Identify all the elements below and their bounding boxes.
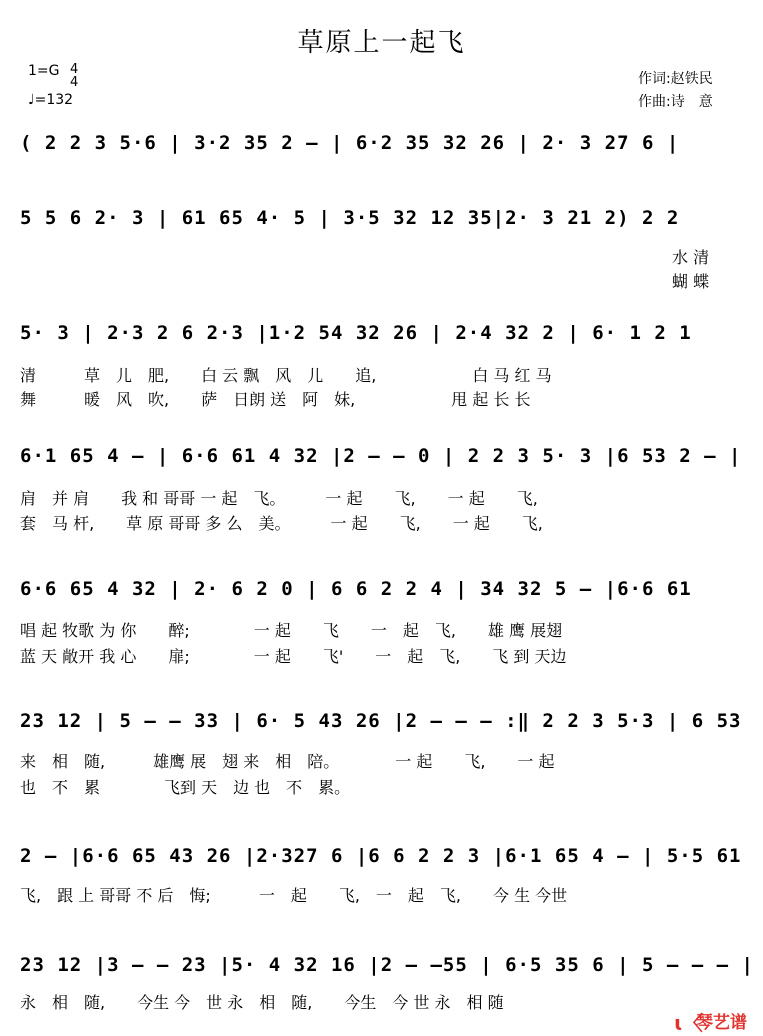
score-row-6	[20, 710, 750, 754]
composer-credit: 作曲:诗 意	[638, 94, 713, 110]
lyrics-row-5-verse-1: 唱 起 牧歌 为 你 醉; 一 起 飞 一 起 飞, 雄 鹰 展翅	[20, 621, 563, 640]
score-row-3	[20, 322, 750, 366]
song-title: 草原上一起飞	[297, 28, 466, 58]
lyrics-row-2-verse-1: 水 清	[672, 248, 710, 267]
score-row-4	[20, 445, 750, 489]
time-bottom: 4	[69, 75, 79, 90]
lyrics-row-4-verse-2: 套 马 杆, 草 原 哥哥 多 么 美。 一 起 飞, 一 起 飞,	[20, 514, 543, 533]
notes-row-1: ( 2 2 3 5·6 | 3·2 35 2 – | 6·2 35 32 26 | 2· 3 27 6 |	[20, 132, 680, 154]
lyrics-row-2-verse-2: 蝴 蝶	[672, 272, 710, 291]
score-row-8	[20, 954, 754, 998]
lyrics-row-8-verse-1: 永 相 随, 今生 今 世 永 相 随, 今生 今 世 永 相 随	[20, 993, 504, 1012]
notes-row-6: 23 12 | 5 – – 33 | 6· 5 43 26 |2 – – – :‖ 2 2 3 5·3 | 6 53	[20, 710, 742, 732]
credits	[638, 68, 713, 114]
lyrics-row-5-verse-2: 蓝 天 敞开 我 心 扉; 一 起 飞' 一 起 飞, 飞 到 天边	[20, 647, 567, 666]
notes-row-8: 23 12 |3 – – 23 |5· 4 32 16 |2 – –55 | 6·5 35 6 | 5 – – – |	[20, 954, 754, 976]
lyrics-row-7-verse-1: 飞, 跟 上 哥哥 不 后 悔; 一 起 飞, 一 起 飞, 今 生 今世	[20, 886, 568, 905]
score-row-1	[20, 132, 750, 176]
key-signature: 1=G	[28, 63, 60, 79]
notes-row-2: 5 5 6 2· 3 | 61 65 4· 5 | 3·5 32 12 35|2· 3 21 2) 2 2	[20, 207, 680, 229]
watermark-text: 琴艺谱	[696, 1013, 747, 1033]
notes-row-4: 6·1 65 4 – | 6·6 61 4 32 |2 – – 0 | 2 2 3 5· 3 |6 53 2 – |	[20, 445, 742, 467]
notes-row-7: 2 – |6·6 65 43 26 |2·327 6 |6 6 2 2 3 |6·1 65 4 – | 5·5 61	[20, 845, 742, 867]
lyrics-row-3-verse-1: 清 草 儿 肥, 白 云 飘 风 儿 追, 白 马 红 马	[20, 366, 552, 385]
score-row-5	[20, 578, 750, 622]
watermark-mark-icon: ɩ〈	[674, 1011, 703, 1035]
notes-row-3: 5· 3 | 2·3 2 6 2·3 |1·2 54 32 26 | 2·4 32 2 | 6· 1 2 1	[20, 322, 692, 344]
key-tempo-block	[28, 63, 78, 109]
lyrics-row-6-verse-2: 也 不 累 飞到 天 边 也 不 累。	[20, 778, 351, 797]
tempo-marking: ♩=132	[28, 92, 74, 108]
time-signature	[70, 63, 78, 89]
notes-row-5: 6·6 65 4 32 | 2· 6 2 0 | 6 6 2 2 4 | 34 32 5 – |6·6 61	[20, 578, 692, 600]
score-row-2	[20, 207, 750, 251]
lyrics-row-6-verse-1: 来 相 随, 雄鹰 展 翅 来 相 陪。 一 起 飞, 一 起	[20, 752, 555, 771]
lyrics-row-4-verse-1: 肩 并 肩 我 和 哥哥 一 起 飞。 一 起 飞, 一 起 飞,	[20, 489, 538, 508]
lyricist-credit: 作词:赵铁民	[638, 71, 713, 87]
lyrics-row-3-verse-2: 舞 暖 风 吹, 萨 日朗 送 阿 妹, 甩 起 长 长	[20, 390, 531, 409]
watermark-logo	[674, 1005, 756, 1035]
score-row-7	[20, 845, 750, 889]
time-top: 4	[69, 62, 79, 77]
